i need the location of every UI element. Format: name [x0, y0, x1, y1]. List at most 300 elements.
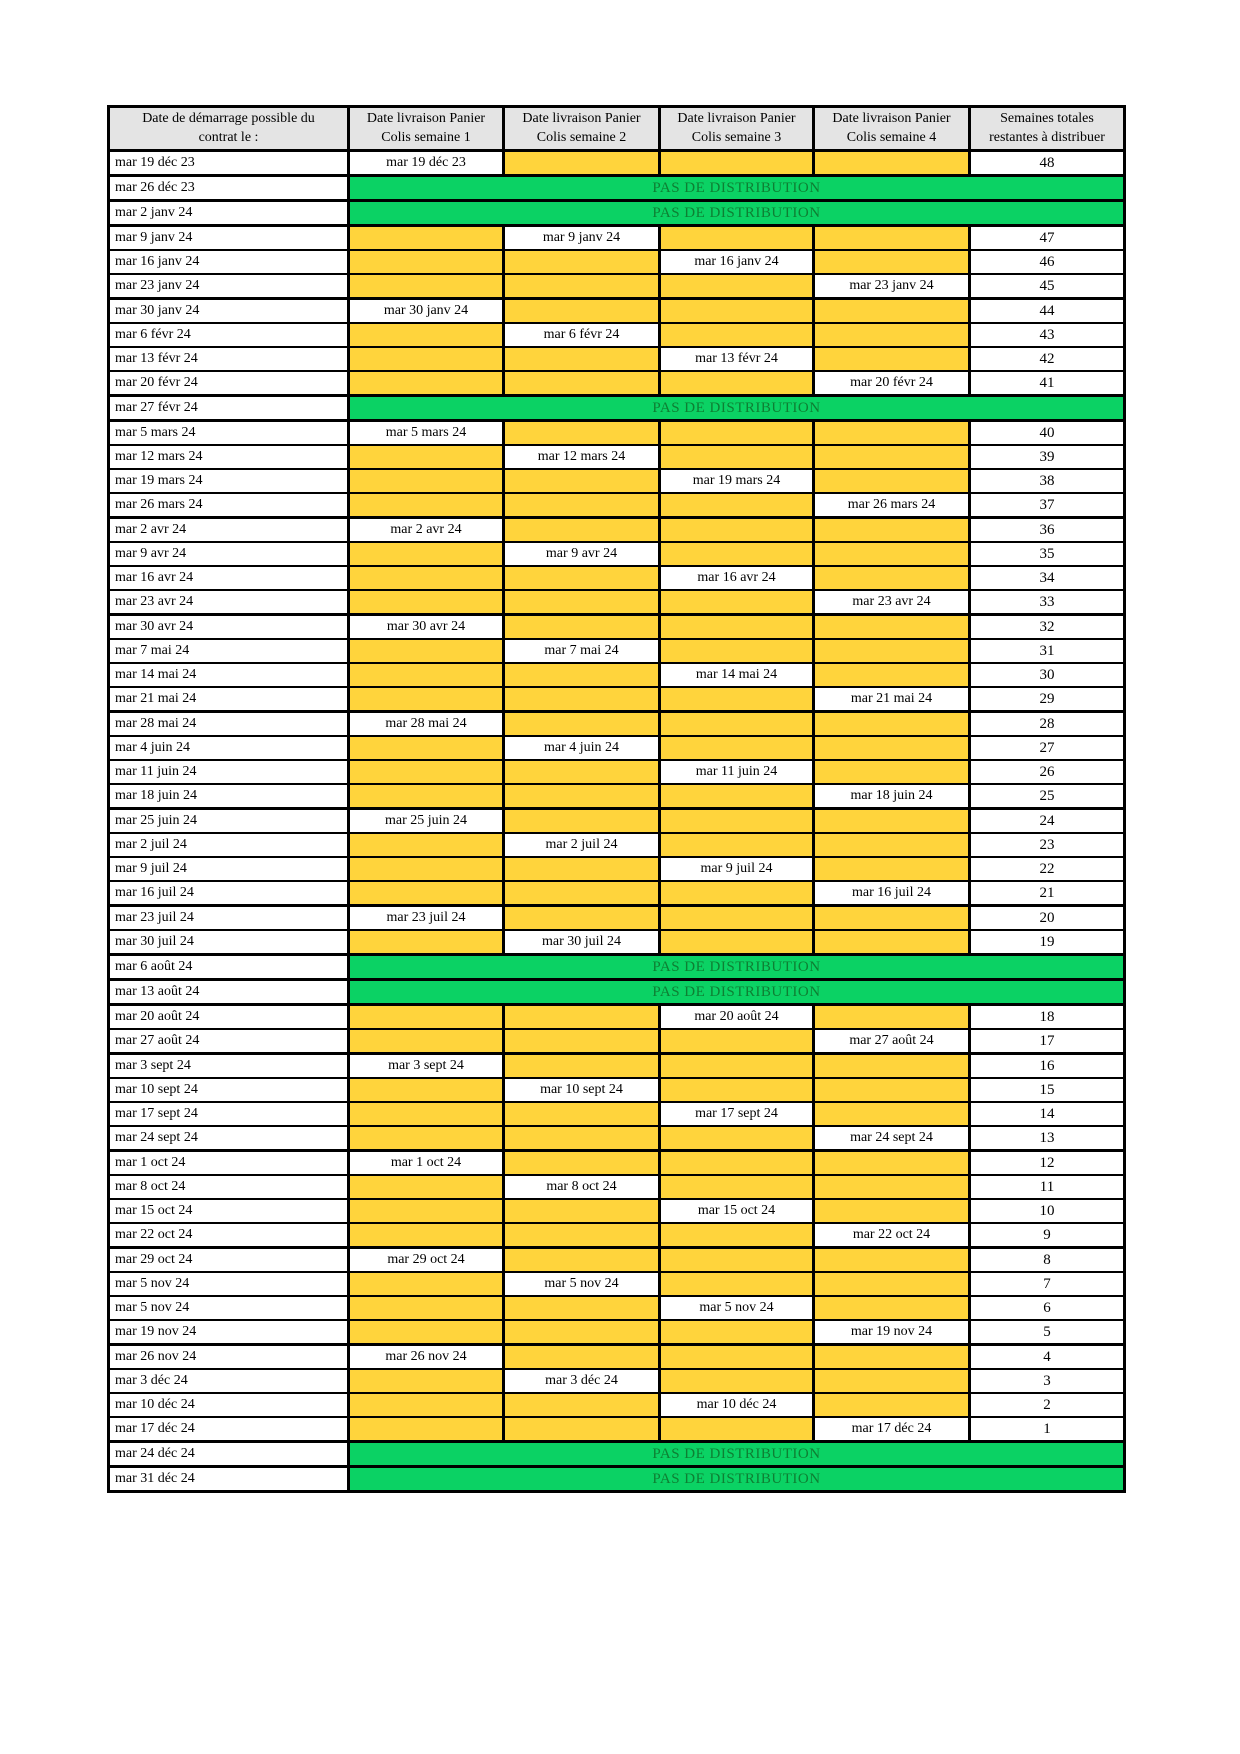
- week2-delivery-cell: [504, 881, 660, 906]
- calendar-row: [109, 1272, 1125, 1296]
- week1-delivery-cell: [349, 1102, 504, 1126]
- header-row: [109, 107, 1125, 151]
- start-date-cell: mar 2 janv 24: [109, 201, 349, 226]
- start-date-cell: mar 5 nov 24: [109, 1296, 349, 1320]
- header-week1-line1: Date livraison Panier: [366, 111, 486, 127]
- week2-delivery-cell: [504, 1029, 660, 1054]
- remaining-weeks-cell: 17: [970, 1029, 1125, 1054]
- start-date-cell: mar 30 janv 24: [109, 299, 349, 324]
- week3-delivery-cell: [660, 590, 814, 615]
- week2-delivery-cell: mar 4 juin 24: [504, 736, 660, 760]
- week4-delivery-cell: [814, 857, 970, 881]
- week3-delivery-cell: mar 15 oct 24: [660, 1199, 814, 1223]
- calendar-row: [109, 1102, 1125, 1126]
- week1-delivery-cell: [349, 250, 504, 274]
- week1-delivery-cell: [349, 1296, 504, 1320]
- week3-delivery-cell: [660, 639, 814, 663]
- week4-delivery-cell: [814, 445, 970, 469]
- start-date-cell: mar 9 juil 24: [109, 857, 349, 881]
- header-remaining-weeks: [970, 107, 1125, 151]
- week2-delivery-cell: [504, 1199, 660, 1223]
- header-week3-line2: Colis semaine 3: [691, 129, 782, 145]
- week2-delivery-cell: [504, 760, 660, 784]
- remaining-weeks-cell: 33: [970, 590, 1125, 615]
- week2-delivery-cell: mar 7 mai 24: [504, 639, 660, 663]
- start-date-cell: mar 6 août 24: [109, 955, 349, 980]
- remaining-weeks-cell: 7: [970, 1272, 1125, 1296]
- start-date-cell: mar 16 juil 24: [109, 881, 349, 906]
- remaining-weeks-cell: 24: [970, 809, 1125, 834]
- remaining-weeks-cell: 15: [970, 1078, 1125, 1102]
- calendar-row: [109, 1054, 1125, 1079]
- week4-delivery-cell: [814, 1248, 970, 1273]
- no-distribution-cell: PAS DE DISTRIBUTION: [349, 955, 1125, 980]
- week4-delivery-cell: [814, 1054, 970, 1079]
- week2-delivery-cell: [504, 493, 660, 518]
- calendar-row: [109, 1467, 1125, 1492]
- week1-delivery-cell: [349, 1078, 504, 1102]
- week2-delivery-cell: [504, 274, 660, 299]
- week2-delivery-cell: [504, 1126, 660, 1151]
- calendar-row: [109, 323, 1125, 347]
- calendar-row: [109, 201, 1125, 226]
- week3-delivery-cell: [660, 1345, 814, 1370]
- week2-delivery-cell: [504, 1296, 660, 1320]
- week2-delivery-cell: mar 12 mars 24: [504, 445, 660, 469]
- week1-delivery-cell: mar 28 mai 24: [349, 712, 504, 737]
- week3-delivery-cell: mar 14 mai 24: [660, 663, 814, 687]
- week3-delivery-cell: [660, 1417, 814, 1442]
- calendar-row: [109, 906, 1125, 931]
- remaining-weeks-cell: 5: [970, 1320, 1125, 1345]
- week3-delivery-cell: [660, 274, 814, 299]
- week2-delivery-cell: [504, 1393, 660, 1417]
- start-date-cell: mar 28 mai 24: [109, 712, 349, 737]
- week3-delivery-cell: [660, 542, 814, 566]
- remaining-weeks-cell: 40: [970, 421, 1125, 446]
- week3-delivery-cell: mar 20 août 24: [660, 1005, 814, 1030]
- week4-delivery-cell: [814, 518, 970, 543]
- week3-delivery-cell: [660, 833, 814, 857]
- start-date-cell: mar 29 oct 24: [109, 1248, 349, 1273]
- week1-delivery-cell: [349, 445, 504, 469]
- week4-delivery-cell: [814, 421, 970, 446]
- remaining-weeks-cell: 43: [970, 323, 1125, 347]
- start-date-cell: mar 14 mai 24: [109, 663, 349, 687]
- remaining-weeks-cell: 37: [970, 493, 1125, 518]
- week1-delivery-cell: [349, 1029, 504, 1054]
- week3-delivery-cell: [660, 1126, 814, 1151]
- calendar-row: [109, 857, 1125, 881]
- week3-delivery-cell: [660, 1151, 814, 1176]
- start-date-cell: mar 18 juin 24: [109, 784, 349, 809]
- remaining-weeks-cell: 8: [970, 1248, 1125, 1273]
- week4-delivery-cell: [814, 833, 970, 857]
- week1-delivery-cell: [349, 1272, 504, 1296]
- remaining-weeks-cell: 3: [970, 1369, 1125, 1393]
- week2-delivery-cell: mar 9 avr 24: [504, 542, 660, 566]
- start-date-cell: mar 10 déc 24: [109, 1393, 349, 1417]
- no-distribution-cell: PAS DE DISTRIBUTION: [349, 396, 1125, 421]
- calendar-row: [109, 736, 1125, 760]
- no-distribution-cell: PAS DE DISTRIBUTION: [349, 980, 1125, 1005]
- calendar-row: [109, 469, 1125, 493]
- week4-delivery-cell: mar 18 juin 24: [814, 784, 970, 809]
- week4-delivery-cell: [814, 712, 970, 737]
- start-date-cell: mar 30 avr 24: [109, 615, 349, 640]
- week1-delivery-cell: [349, 1320, 504, 1345]
- week3-delivery-cell: [660, 809, 814, 834]
- week4-delivery-cell: mar 21 mai 24: [814, 687, 970, 712]
- week4-delivery-cell: [814, 615, 970, 640]
- start-date-cell: mar 2 juil 24: [109, 833, 349, 857]
- week2-delivery-cell: mar 10 sept 24: [504, 1078, 660, 1102]
- start-date-cell: mar 1 oct 24: [109, 1151, 349, 1176]
- week2-delivery-cell: [504, 469, 660, 493]
- calendar-row: [109, 371, 1125, 396]
- start-date-cell: mar 20 août 24: [109, 1005, 349, 1030]
- week1-delivery-cell: [349, 784, 504, 809]
- remaining-weeks-cell: 26: [970, 760, 1125, 784]
- week4-delivery-cell: [814, 639, 970, 663]
- start-date-cell: mar 13 août 24: [109, 980, 349, 1005]
- calendar-row: [109, 1417, 1125, 1442]
- week4-delivery-cell: mar 27 août 24: [814, 1029, 970, 1054]
- week2-delivery-cell: [504, 1320, 660, 1345]
- week1-delivery-cell: mar 2 avr 24: [349, 518, 504, 543]
- week1-delivery-cell: [349, 639, 504, 663]
- start-date-cell: mar 19 déc 23: [109, 151, 349, 176]
- week1-delivery-cell: mar 25 juin 24: [349, 809, 504, 834]
- header-week2: [504, 107, 660, 151]
- remaining-weeks-cell: 41: [970, 371, 1125, 396]
- calendar-row: [109, 1369, 1125, 1393]
- week2-delivery-cell: mar 5 nov 24: [504, 1272, 660, 1296]
- calendar-row: [109, 176, 1125, 201]
- start-date-cell: mar 26 mars 24: [109, 493, 349, 518]
- start-date-cell: mar 21 mai 24: [109, 687, 349, 712]
- week2-delivery-cell: [504, 151, 660, 176]
- no-distribution-cell: PAS DE DISTRIBUTION: [349, 176, 1125, 201]
- calendar-row: [109, 930, 1125, 955]
- start-date-cell: mar 7 mai 24: [109, 639, 349, 663]
- remaining-weeks-cell: 47: [970, 226, 1125, 251]
- start-date-cell: mar 4 juin 24: [109, 736, 349, 760]
- week1-delivery-cell: [349, 347, 504, 371]
- start-date-cell: mar 27 févr 24: [109, 396, 349, 421]
- week4-delivery-cell: [814, 226, 970, 251]
- start-date-cell: mar 9 avr 24: [109, 542, 349, 566]
- week4-delivery-cell: [814, 566, 970, 590]
- week4-delivery-cell: mar 17 déc 24: [814, 1417, 970, 1442]
- remaining-weeks-cell: 25: [970, 784, 1125, 809]
- start-date-cell: mar 17 déc 24: [109, 1417, 349, 1442]
- calendar-row: [109, 421, 1125, 446]
- week3-delivery-cell: mar 11 juin 24: [660, 760, 814, 784]
- start-date-cell: mar 19 nov 24: [109, 1320, 349, 1345]
- calendar-row: [109, 809, 1125, 834]
- week4-delivery-cell: [814, 250, 970, 274]
- remaining-weeks-cell: 22: [970, 857, 1125, 881]
- remaining-weeks-cell: 19: [970, 930, 1125, 955]
- week2-delivery-cell: mar 8 oct 24: [504, 1175, 660, 1199]
- week3-delivery-cell: mar 9 juil 24: [660, 857, 814, 881]
- week1-delivery-cell: [349, 736, 504, 760]
- week3-delivery-cell: [660, 712, 814, 737]
- week4-delivery-cell: [814, 1005, 970, 1030]
- remaining-weeks-cell: 48: [970, 151, 1125, 176]
- week3-delivery-cell: [660, 1272, 814, 1296]
- week1-delivery-cell: [349, 857, 504, 881]
- remaining-weeks-cell: 4: [970, 1345, 1125, 1370]
- calendar-row: [109, 590, 1125, 615]
- start-date-cell: mar 2 avr 24: [109, 518, 349, 543]
- header-week2-line1: Date livraison Panier: [522, 111, 641, 127]
- remaining-weeks-cell: 12: [970, 1151, 1125, 1176]
- no-distribution-cell: PAS DE DISTRIBUTION: [349, 1467, 1125, 1492]
- start-date-cell: mar 10 sept 24: [109, 1078, 349, 1102]
- week2-delivery-cell: [504, 1054, 660, 1079]
- week3-delivery-cell: [660, 226, 814, 251]
- header-week4-line1: Date livraison Panier: [832, 111, 951, 127]
- week3-delivery-cell: mar 17 sept 24: [660, 1102, 814, 1126]
- remaining-weeks-cell: 9: [970, 1223, 1125, 1248]
- remaining-weeks-cell: 31: [970, 639, 1125, 663]
- header-week3-line1: Date livraison Panier: [677, 111, 796, 127]
- week4-delivery-cell: [814, 1175, 970, 1199]
- week1-delivery-cell: mar 29 oct 24: [349, 1248, 504, 1273]
- start-date-cell: mar 3 déc 24: [109, 1369, 349, 1393]
- week3-delivery-cell: [660, 151, 814, 176]
- week1-delivery-cell: [349, 1126, 504, 1151]
- week2-delivery-cell: [504, 1223, 660, 1248]
- week4-delivery-cell: mar 22 oct 24: [814, 1223, 970, 1248]
- start-date-cell: mar 26 nov 24: [109, 1345, 349, 1370]
- start-date-cell: mar 25 juin 24: [109, 809, 349, 834]
- week3-delivery-cell: [660, 1078, 814, 1102]
- start-date-cell: mar 16 avr 24: [109, 566, 349, 590]
- week1-delivery-cell: [349, 1393, 504, 1417]
- week4-delivery-cell: [814, 323, 970, 347]
- week3-delivery-cell: mar 10 déc 24: [660, 1393, 814, 1417]
- remaining-weeks-cell: 38: [970, 469, 1125, 493]
- week2-delivery-cell: [504, 371, 660, 396]
- start-date-cell: mar 13 févr 24: [109, 347, 349, 371]
- start-date-cell: mar 12 mars 24: [109, 445, 349, 469]
- week4-delivery-cell: mar 20 févr 24: [814, 371, 970, 396]
- week2-delivery-cell: [504, 590, 660, 615]
- week1-delivery-cell: mar 30 janv 24: [349, 299, 504, 324]
- calendar-row: [109, 274, 1125, 299]
- week2-delivery-cell: [504, 784, 660, 809]
- week2-delivery-cell: [504, 421, 660, 446]
- week2-delivery-cell: [504, 1102, 660, 1126]
- week4-delivery-cell: [814, 1272, 970, 1296]
- week2-delivery-cell: [504, 1151, 660, 1176]
- week2-delivery-cell: mar 2 juil 24: [504, 833, 660, 857]
- calendar-row: [109, 955, 1125, 980]
- start-date-cell: mar 27 août 24: [109, 1029, 349, 1054]
- week3-delivery-cell: [660, 687, 814, 712]
- week4-delivery-cell: mar 24 sept 24: [814, 1126, 970, 1151]
- week1-delivery-cell: mar 1 oct 24: [349, 1151, 504, 1176]
- week4-delivery-cell: mar 16 juil 24: [814, 881, 970, 906]
- week3-delivery-cell: [660, 1175, 814, 1199]
- calendar-row: [109, 615, 1125, 640]
- week4-delivery-cell: [814, 1151, 970, 1176]
- start-date-cell: mar 15 oct 24: [109, 1199, 349, 1223]
- header-week1: [349, 107, 504, 151]
- week2-delivery-cell: mar 30 juil 24: [504, 930, 660, 955]
- header-start-date: [109, 107, 349, 151]
- remaining-weeks-cell: 18: [970, 1005, 1125, 1030]
- calendar-row: [109, 347, 1125, 371]
- week3-delivery-cell: [660, 615, 814, 640]
- remaining-weeks-cell: 35: [970, 542, 1125, 566]
- week3-delivery-cell: [660, 930, 814, 955]
- remaining-weeks-cell: 45: [970, 274, 1125, 299]
- week1-delivery-cell: mar 3 sept 24: [349, 1054, 504, 1079]
- calendar-rows: [109, 151, 1125, 1492]
- week1-delivery-cell: [349, 469, 504, 493]
- remaining-weeks-cell: 10: [970, 1199, 1125, 1223]
- calendar-row: [109, 226, 1125, 251]
- week2-delivery-cell: [504, 663, 660, 687]
- calendar-row: [109, 1223, 1125, 1248]
- week4-delivery-cell: [814, 469, 970, 493]
- calendar-row: [109, 151, 1125, 176]
- calendar-row: [109, 1248, 1125, 1273]
- week1-delivery-cell: [349, 1223, 504, 1248]
- week1-delivery-cell: [349, 1175, 504, 1199]
- remaining-weeks-cell: 6: [970, 1296, 1125, 1320]
- week1-delivery-cell: [349, 663, 504, 687]
- week1-delivery-cell: [349, 590, 504, 615]
- calendar-row: [109, 663, 1125, 687]
- calendar-row: [109, 493, 1125, 518]
- calendar-row: [109, 980, 1125, 1005]
- calendar-row: [109, 250, 1125, 274]
- week4-delivery-cell: [814, 1345, 970, 1370]
- week3-delivery-cell: [660, 323, 814, 347]
- week2-delivery-cell: [504, 1345, 660, 1370]
- week3-delivery-cell: [660, 784, 814, 809]
- start-date-cell: mar 26 déc 23: [109, 176, 349, 201]
- week1-delivery-cell: mar 5 mars 24: [349, 421, 504, 446]
- remaining-weeks-cell: 32: [970, 615, 1125, 640]
- start-date-cell: mar 24 sept 24: [109, 1126, 349, 1151]
- week3-delivery-cell: [660, 518, 814, 543]
- week3-delivery-cell: [660, 1029, 814, 1054]
- week3-delivery-cell: [660, 1054, 814, 1079]
- week1-delivery-cell: [349, 1369, 504, 1393]
- week3-delivery-cell: mar 5 nov 24: [660, 1296, 814, 1320]
- start-date-cell: mar 19 mars 24: [109, 469, 349, 493]
- week1-delivery-cell: [349, 542, 504, 566]
- week4-delivery-cell: [814, 809, 970, 834]
- header-start-date-line1: Date de démarrage possible du: [142, 111, 315, 127]
- remaining-weeks-cell: 1: [970, 1417, 1125, 1442]
- header-week4-line2: Colis semaine 4: [846, 129, 937, 145]
- calendar-row: [109, 833, 1125, 857]
- week4-delivery-cell: [814, 1296, 970, 1320]
- week4-delivery-cell: [814, 299, 970, 324]
- start-date-cell: mar 11 juin 24: [109, 760, 349, 784]
- remaining-weeks-cell: 46: [970, 250, 1125, 274]
- week1-delivery-cell: [349, 760, 504, 784]
- remaining-weeks-cell: 23: [970, 833, 1125, 857]
- start-date-cell: mar 3 sept 24: [109, 1054, 349, 1079]
- calendar-row: [109, 1199, 1125, 1223]
- calendar-row: [109, 639, 1125, 663]
- calendar-row: [109, 518, 1125, 543]
- week4-delivery-cell: mar 26 mars 24: [814, 493, 970, 518]
- week4-delivery-cell: [814, 1102, 970, 1126]
- week3-delivery-cell: [660, 1248, 814, 1273]
- week2-delivery-cell: [504, 809, 660, 834]
- week4-delivery-cell: [814, 1078, 970, 1102]
- remaining-weeks-cell: 42: [970, 347, 1125, 371]
- week4-delivery-cell: [814, 151, 970, 176]
- week4-delivery-cell: [814, 347, 970, 371]
- start-date-cell: mar 5 nov 24: [109, 1272, 349, 1296]
- remaining-weeks-cell: 36: [970, 518, 1125, 543]
- week3-delivery-cell: mar 19 mars 24: [660, 469, 814, 493]
- week2-delivery-cell: [504, 1005, 660, 1030]
- start-date-cell: mar 23 juil 24: [109, 906, 349, 931]
- calendar-row: [109, 445, 1125, 469]
- week2-delivery-cell: [504, 857, 660, 881]
- calendar-row: [109, 566, 1125, 590]
- start-date-cell: mar 23 janv 24: [109, 274, 349, 299]
- calendar-row: [109, 1393, 1125, 1417]
- week4-delivery-cell: [814, 1199, 970, 1223]
- week1-delivery-cell: [349, 881, 504, 906]
- calendar-row: [109, 687, 1125, 712]
- week3-delivery-cell: mar 16 avr 24: [660, 566, 814, 590]
- calendar-row: [109, 542, 1125, 566]
- remaining-weeks-cell: 28: [970, 712, 1125, 737]
- calendar-row: [109, 299, 1125, 324]
- week2-delivery-cell: [504, 518, 660, 543]
- remaining-weeks-cell: 2: [970, 1393, 1125, 1417]
- week3-delivery-cell: [660, 371, 814, 396]
- start-date-cell: mar 8 oct 24: [109, 1175, 349, 1199]
- calendar-row: [109, 1320, 1125, 1345]
- remaining-weeks-cell: 11: [970, 1175, 1125, 1199]
- week1-delivery-cell: [349, 687, 504, 712]
- week2-delivery-cell: [504, 250, 660, 274]
- week1-delivery-cell: [349, 493, 504, 518]
- week4-delivery-cell: [814, 1369, 970, 1393]
- start-date-cell: mar 5 mars 24: [109, 421, 349, 446]
- week1-delivery-cell: [349, 566, 504, 590]
- week1-delivery-cell: [349, 323, 504, 347]
- week1-delivery-cell: [349, 274, 504, 299]
- calendar-row: [109, 1175, 1125, 1199]
- header-week3: [660, 107, 814, 151]
- remaining-weeks-cell: 30: [970, 663, 1125, 687]
- week1-delivery-cell: mar 19 déc 23: [349, 151, 504, 176]
- week4-delivery-cell: [814, 736, 970, 760]
- remaining-weeks-cell: 13: [970, 1126, 1125, 1151]
- week1-delivery-cell: [349, 1005, 504, 1030]
- week3-delivery-cell: mar 16 janv 24: [660, 250, 814, 274]
- distribution-calendar-table: [107, 105, 1126, 1493]
- week2-delivery-cell: [504, 1248, 660, 1273]
- start-date-cell: mar 23 avr 24: [109, 590, 349, 615]
- calendar-row: [109, 396, 1125, 421]
